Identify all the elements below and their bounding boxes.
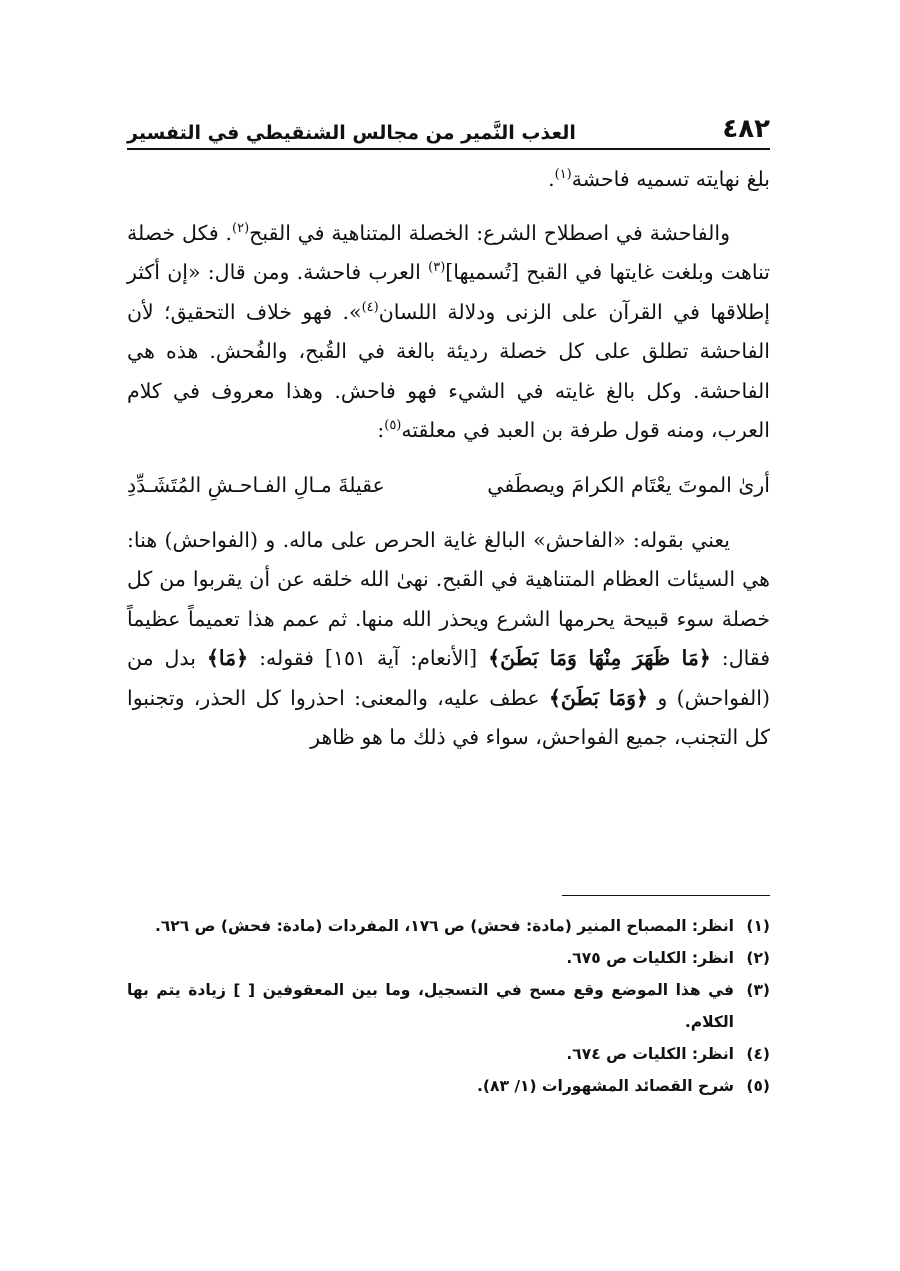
footnote-separator: [562, 895, 770, 896]
footnote: [127, 942, 770, 974]
paragraph-1: [127, 160, 770, 200]
text-run: والفاحشة في اصطلاح الشرع: الخصلة المتناهية في القبح: [249, 220, 731, 245]
text-run: العرب فاحشة. ومن قال: «إن أكثر إطلاقها في القرآن على الزنى ودلالة اللسان: [127, 260, 770, 324]
footnote-number: (٤): [746, 1045, 770, 1063]
footnote-ref-2[interactable]: (٢): [232, 220, 250, 236]
footnote-ref-3[interactable]: (٣): [428, 260, 446, 276]
poetry-verse: [127, 467, 770, 503]
text-run: بلغ نهايته تسميه فاحشة: [571, 167, 770, 191]
verse-first-hemistich: أرىٰ الموتَ يعْتَام الكرامَ ويصطَفي: [487, 472, 770, 497]
paragraph-3: [127, 521, 770, 758]
footnote-ref-5[interactable]: (٥): [384, 418, 402, 434]
footnote-number: (٣): [746, 981, 770, 999]
footnote-text: انظر: الكليات ص ٦٧٤.: [566, 1045, 734, 1063]
text-run: [الأنعام: آية ١٥١] فقوله:: [248, 646, 489, 670]
footnote-ref-4[interactable]: (٤): [361, 299, 379, 315]
footnote-number: (٥): [746, 1077, 770, 1095]
footnote: [127, 1038, 770, 1070]
page-number: ٤٨٢: [722, 114, 770, 144]
footnote: [127, 974, 770, 1038]
footnote: [127, 1070, 770, 1102]
paragraph-2: [127, 214, 770, 451]
footnote-ref-1[interactable]: (١): [554, 167, 572, 183]
text-run: بدل من (الفواحش) و: [127, 646, 770, 710]
footnote-text: في هذا الموضع وقع مسح في التسجيل، وما بين المعقوفين [ ] زيادة يتم بها الكلام.: [127, 981, 734, 1031]
text-run: . فكل خصلة تناهت وبلغت غايتها في القبح [تُسميها]: [127, 220, 770, 284]
text-run: يعني بقوله: «الفاحش» البالغ غاية الحرص على ماله. و (الفواحش) هنا: هي السيئات العظام المتناهية في القبح. نهىٰ الله خلقه عن أن يقربوا من كل خصلة سوء قبيحة يحرمها الشرع ويحذر الله منها. ثم عمم هذا تعميماً عظيماً فقال:: [127, 527, 770, 670]
running-header: [127, 108, 770, 150]
footnote-text: شرح القصائد المشهورات (١/ ٨٣).: [477, 1077, 734, 1095]
quran-quote: ﴿وَمَا بَطَنَ﴾: [548, 685, 649, 710]
quran-quote: ﴿مَا ظَهَرَ مِنْهَا وَمَا بَطَنَ﴾: [488, 646, 711, 670]
quran-quote: ﴿مَا﴾: [206, 646, 249, 670]
footnote-number: (٢): [746, 949, 770, 967]
text-run: ». فهو خلاف التحقيق؛ لأن الفاحشة تطلق على كل خصلة رديئة بالغة في القُبح، والفُحش. هذه هي الفاحشة. وكل بالغ غايته في الشيء فهو فاحش. وهذا معروف في كلام العرب، ومنه قول طرفة بن العبد في معلقته: [127, 299, 770, 442]
footnote-number: (١): [746, 917, 770, 935]
footnote: [127, 910, 770, 942]
text-run: عطف عليه، والمعنى: احذروا كل الحذر، وتجنبوا كل التجنب، جميع الفواحش، سواء في ذلك ما هو ظاهر: [127, 685, 770, 749]
footnotes: [127, 910, 770, 1102]
text-run: .: [548, 167, 555, 191]
book-title: العذب النَّمير من مجالس الشنقيطي في التفسير: [127, 122, 576, 144]
footnote-text: انظر: الكليات ص ٦٧٥.: [566, 949, 734, 967]
verse-second-hemistich: عقيلةَ مـالِ الفـاحـشِ المُتَشَـدِّدِ: [127, 472, 385, 497]
main-text: [127, 160, 770, 772]
footnote-text: انظر: المصباح المنير (مادة: فحش) ص ١٧٦، المفردات (مادة: فحش) ص ٦٢٦.: [154, 917, 734, 935]
text-run: :: [377, 418, 385, 442]
